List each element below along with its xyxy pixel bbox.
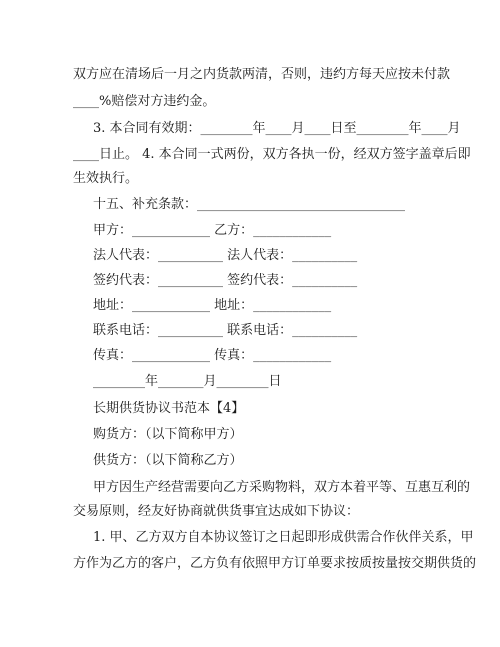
text-line: 1. 甲、乙方双方自本协议签订之日起即形成供需合作伙伴关系，甲	[93, 530, 474, 545]
text-line: 甲方因生产经营需要向乙方采购物料，双方本着平等、互惠互利的	[93, 480, 471, 495]
section-title: 长期供货协议书范本【4】	[93, 401, 245, 416]
supplier-line: 供货方：（以下简称乙方）	[93, 453, 243, 468]
text-line: ____%赔偿对方违约金。	[73, 94, 216, 109]
text-line: 方作为乙方的客户，乙方负有依照甲方订单要求按质按量按交期供货的	[73, 556, 477, 571]
text-line: 3. 本合同有效期：________年____月____日至________年____月	[93, 121, 461, 136]
signature-row: 联系电话：__________ 联系电话：__________	[93, 323, 358, 338]
supplementary-terms: 十五、补充条款：________________________________	[93, 197, 406, 212]
text-line: 双方应在清场后一月之内货款两清，否则，违约方每天应按未付款	[73, 67, 451, 82]
signature-date: ________年_______月________日	[93, 374, 282, 389]
signature-row: 地址：____________ 地址：____________	[93, 298, 332, 313]
buyer-line: 购货方：（以下简称甲方）	[93, 427, 243, 442]
signature-row: 签约代表：__________ 签约代表：__________	[93, 273, 358, 288]
signature-row: 法人代表：__________ 法人代表：__________	[93, 248, 358, 263]
text-line: 生效执行。	[73, 171, 139, 186]
signature-row: 甲方：____________ 乙方：____________	[93, 223, 332, 238]
text-line: 交易原则，经友好协商就供货事宜达成如下协议：	[73, 504, 360, 519]
signature-row: 传真：____________ 传真：____________	[93, 348, 332, 363]
text-line: ____日止。 4. 本合同一式两份，双方各执一份，经双方签字盖章后即	[73, 147, 471, 162]
